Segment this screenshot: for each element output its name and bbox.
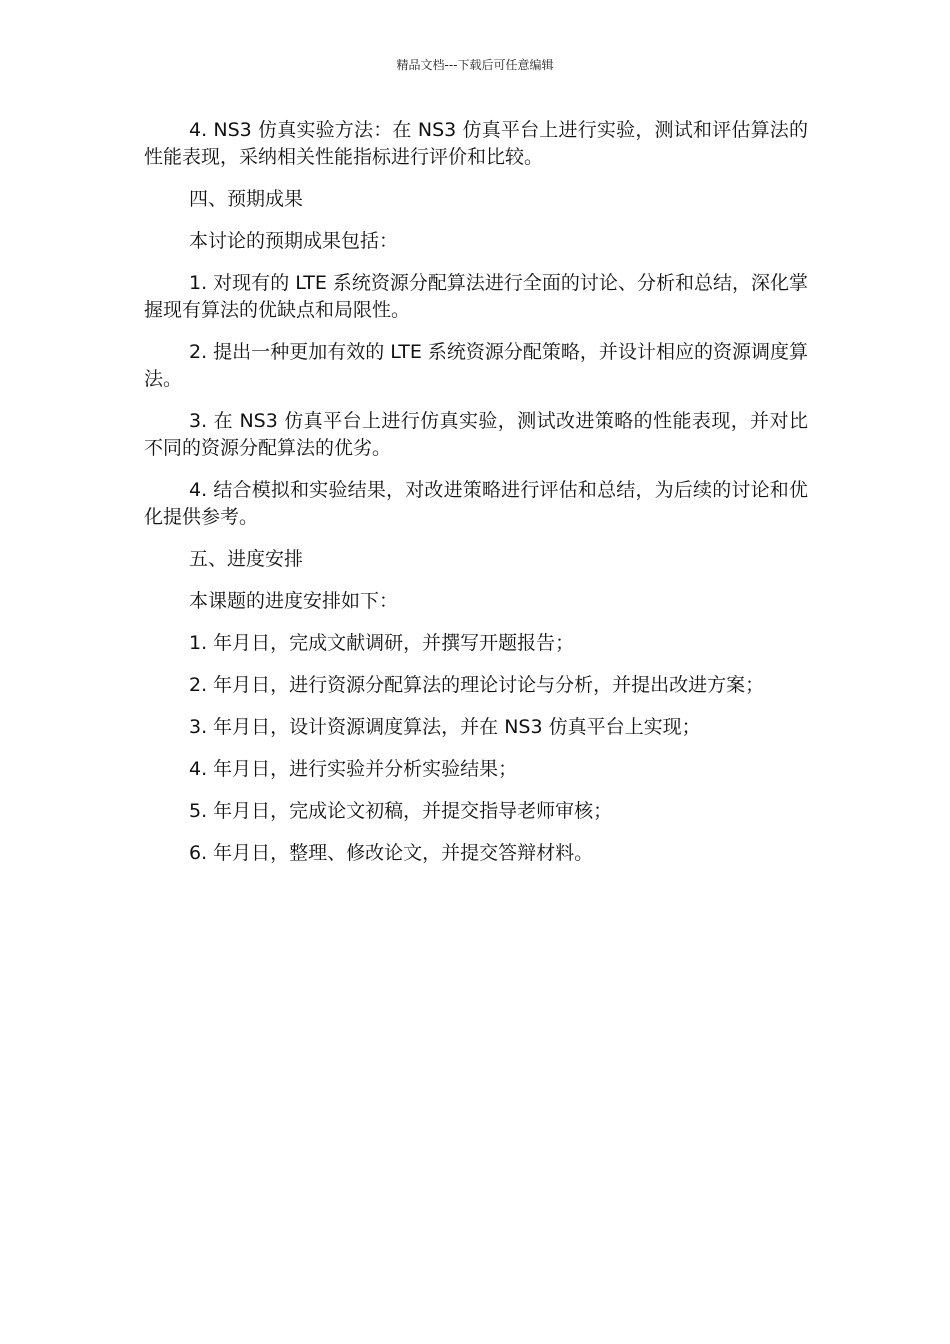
schedule-item-4: 4. 年月日，进行实验并分析实验结果；	[189, 758, 518, 780]
schedule-item-5: 5. 年月日，完成论文初稿，并提交指导老师审核；	[189, 800, 613, 822]
section-heading-schedule: 五、进度安排	[189, 548, 304, 570]
paragraph-result-4: 4. 结合模拟和实验结果，对改进策略进行评估和总结，为后续的讨论和优化提供参考。	[144, 479, 808, 528]
paragraph-results-intro: 本讨论的预期成果包括：	[189, 230, 399, 252]
paragraph-result-2: 2. 提出一种更加有效的 LTE 系统资源分配策略，并设计相应的资源调度算法。	[144, 341, 808, 390]
schedule-item-3: 3. 年月日，设计资源调度算法，并在 NS3 仿真平台上实现；	[189, 716, 701, 738]
schedule-item-2: 2. 年月日，进行资源分配算法的理论讨论与分析，并提出改进方案；	[189, 674, 765, 696]
schedule-item-1: 1. 年月日，完成文献调研，并撰写开题报告；	[189, 632, 575, 654]
schedule-item-6: 6. 年月日，整理、修改论文，并提交答辩材料。	[189, 842, 594, 864]
paragraph-method-4: 4. NS3 仿真实验方法：在 NS3 仿真平台上进行实验，测试和评估算法的性能表现，采纳相关性能指标进行评价和比较。	[144, 119, 808, 168]
paragraph-result-3: 3. 在 NS3 仿真平台上进行仿真实验，测试改进策略的性能表现，并对比不同的资源分配算法的优劣。	[144, 410, 808, 459]
document-body	[144, 117, 808, 882]
section-heading-expected-results: 四、预期成果	[189, 188, 304, 210]
paragraph-result-1: 1. 对现有的 LTE 系统资源分配算法进行全面的讨论、分析和总结，深化掌握现有算法的优缺点和局限性。	[144, 272, 808, 321]
page-header: 精品文档---下载后可任意编辑	[396, 58, 554, 72]
paragraph-schedule-intro: 本课题的进度安排如下：	[189, 590, 399, 612]
